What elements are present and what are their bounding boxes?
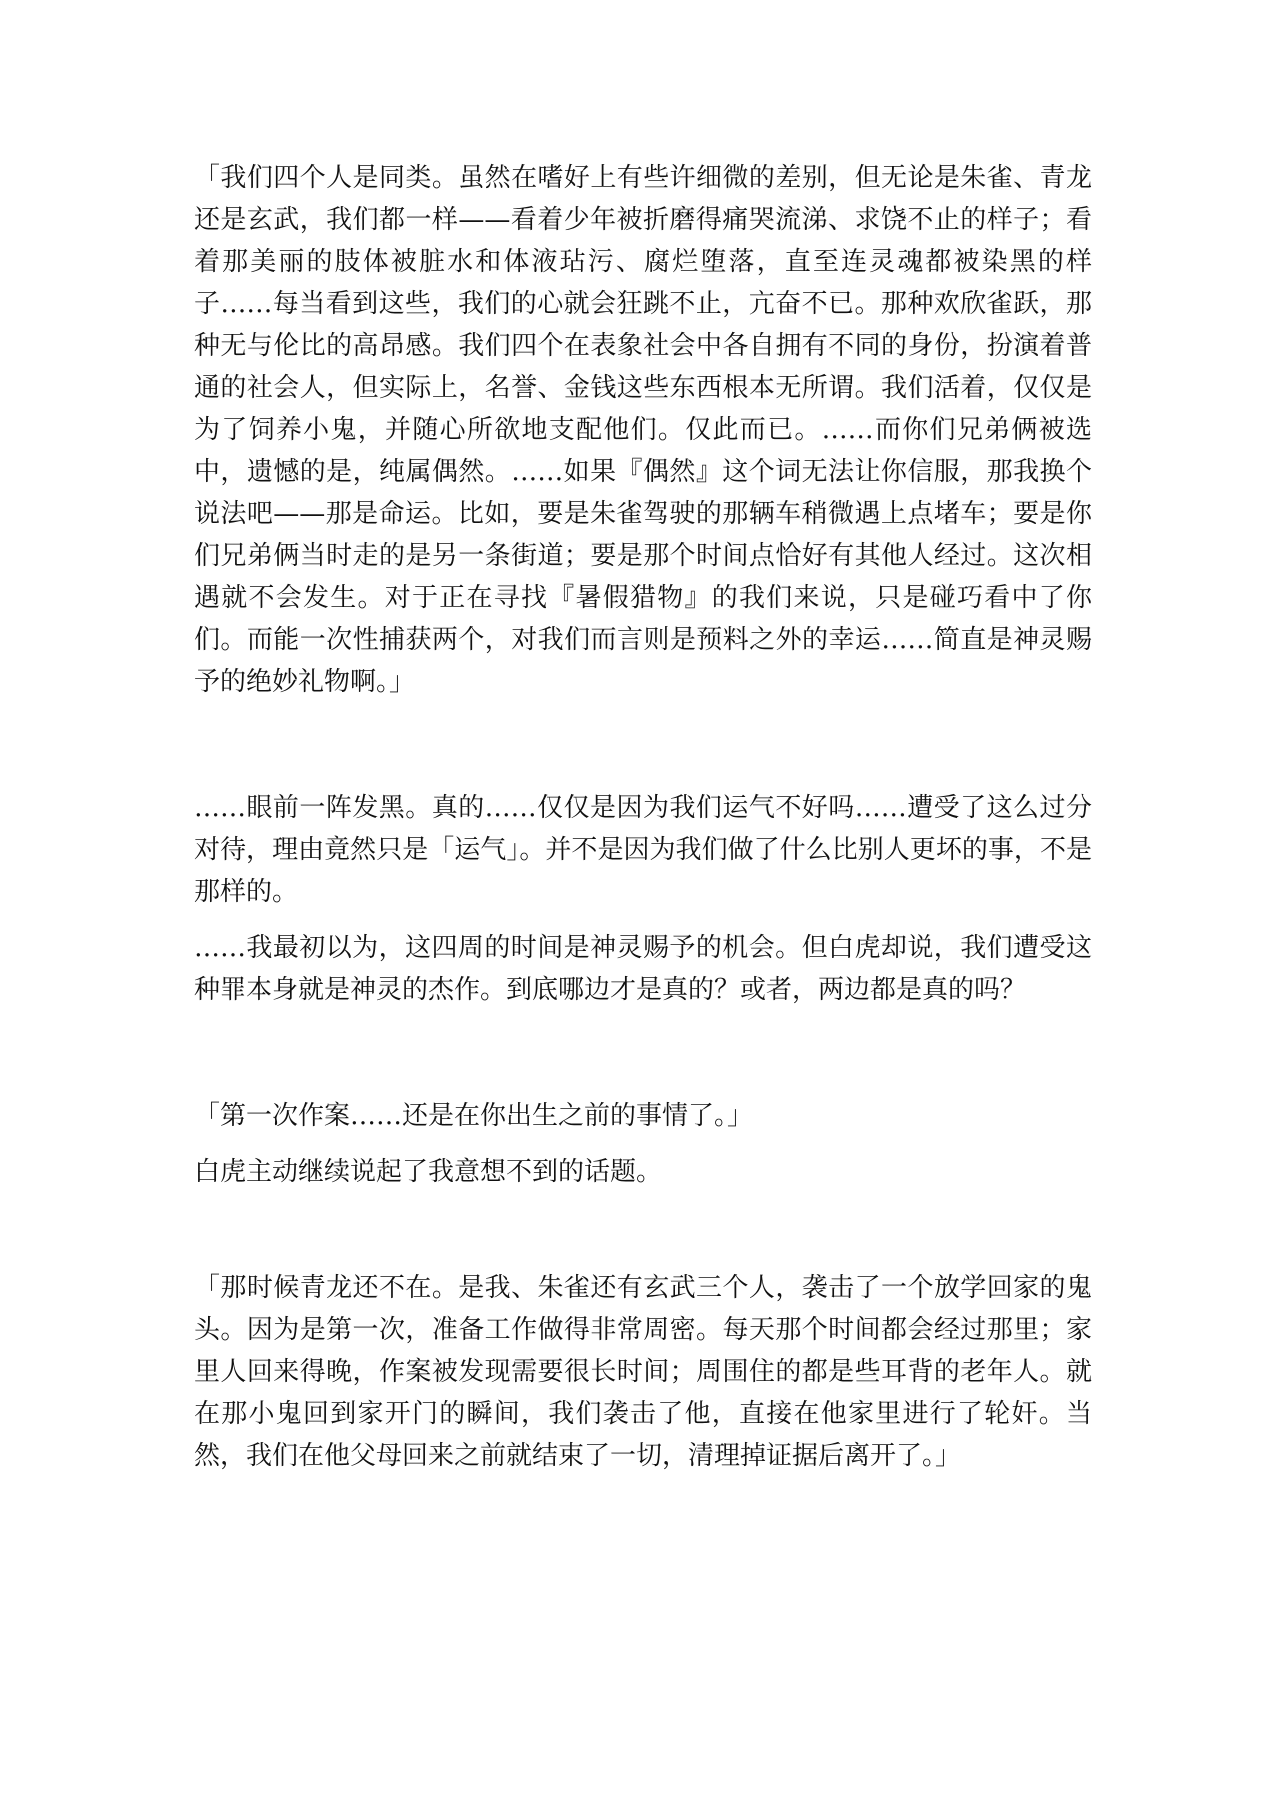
paragraph-dialogue-1: 「我们四个人是同类。虽然在嗜好上有些许细微的差别，但无论是朱雀、青龙还是玄武，我们都一样——看着少年被折磨得痛哭流涕、求饶不止的样子；看着那美丽的肢体被脏水和体液玷污、腐烂堕落，直至连灵魂都被染黑的样子……每当看到这些，我们的心就会狂跳不止，亢奋不已。那种欢欣雀跃，那种无与伦比的高昂感。我们四个在表象社会中各自拥有不同的身份，扮演着普通的社会人，但实际上，名誉、金钱这些东西根本无所谓。我们活着，仅仅是为了饲养小鬼，并随心所欲地支配他们。仅此而已。……而你们兄弟俩被选中，遗憾的是，纯属偶然。……如果『偶然』这个词无法让你信服，那我换个说法吧——那是命运。比如，要是朱雀驾驶的那辆车稍微遇上点堵车；要是你们兄弟俩当时走的是另一条街道；要是那个时间点恰好有其他人经过。这次相遇就不会发生。对于正在寻找『暑假猎物』的我们来说，只是碰巧看中了你们。而能一次性捕获两个，对我们而言则是预料之外的幸运……简直是神灵赐予的绝妙礼物啊。」 <box>194 163 1092 697</box>
paragraph-gap <box>194 1011 1092 1095</box>
paragraph-narration-2: ……我最初以为，这四周的时间是神灵赐予的机会。但白虎却说，我们遭受这种罪本身就是神灵的杰作。到底哪边才是真的？或者，两边都是真的吗？ <box>194 933 1092 1005</box>
paragraph-gap <box>194 1193 1092 1267</box>
text-column <box>194 157 1092 1477</box>
paragraph-narration-1: ……眼前一阵发黑。真的……仅仅是因为我们运气不好吗……遭受了这么过分对待，理由竟然只是「运气」。并不是因为我们做了什么比别人更坏的事，不是那样的。 <box>194 793 1092 907</box>
paragraph-gap <box>194 703 1092 787</box>
paragraph-dialogue-2: 「第一次作案……还是在你出生之前的事情了。」 <box>194 1101 754 1131</box>
paragraph-gap <box>194 913 1092 927</box>
paragraph-gap <box>194 1137 1092 1151</box>
paragraph-dialogue-3: 「那时候青龙还不在。是我、朱雀还有玄武三个人，袭击了一个放学回家的鬼头。因为是第一次，准备工作做得非常周密。每天那个时间都会经过那里；家里人回来得晚，作案被发现需要很长时间；周围住的都是些耳背的老年人。就在那小鬼回到家开门的瞬间，我们袭击了他，直接在他家里进行了轮奸。当然，我们在他父母回来之前就结束了一切，清理掉证据后离开了。」 <box>194 1273 1092 1471</box>
paragraph-narration-3: 白虎主动继续说起了我意想不到的话题。 <box>194 1157 663 1187</box>
